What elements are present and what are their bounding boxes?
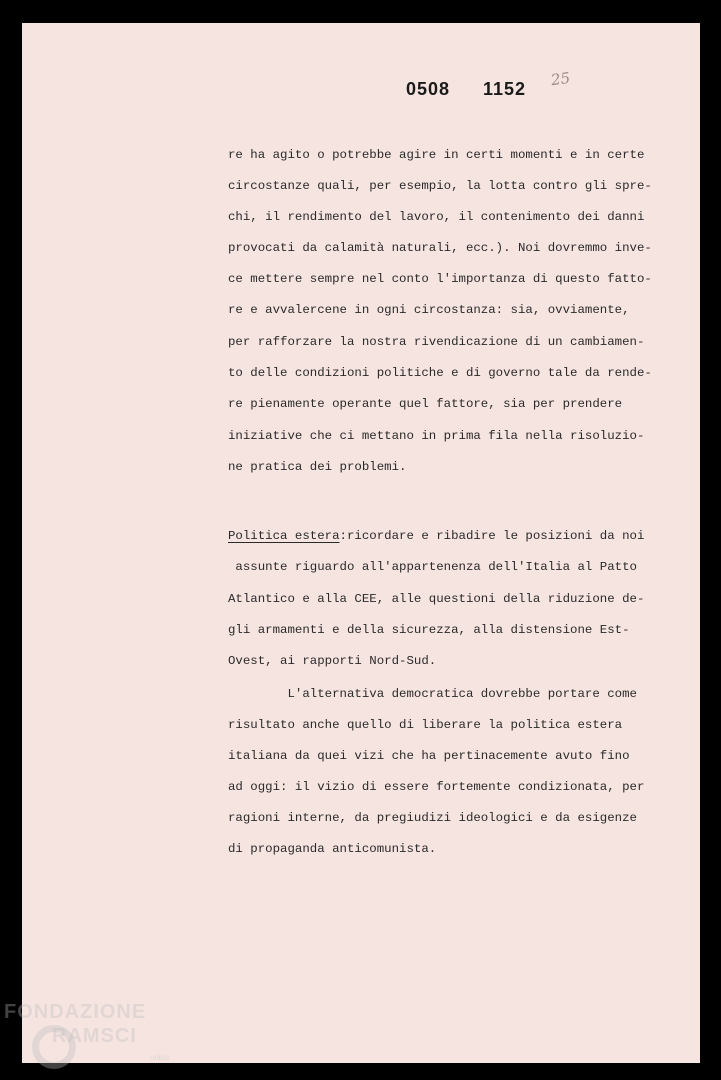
fondazione-gramsci-logo bbox=[4, 1001, 184, 1077]
section-first-line bbox=[228, 530, 644, 542]
section-heading: Politica estera bbox=[228, 529, 340, 543]
text-line: ragioni interne, da pregiudizi ideologici e da esigenze bbox=[228, 811, 637, 825]
handwritten-page-number: 25 bbox=[549, 68, 572, 90]
section-heading-rest: :ricordare e ribadire le posizioni da noi bbox=[339, 529, 645, 543]
text-line: risultato anche quello di liberare la politica estera bbox=[228, 718, 623, 732]
text-line: re pienamente operante quel fattore, sia per prendere bbox=[228, 397, 623, 411]
text-line: di propaganda anticomunista. bbox=[228, 842, 437, 856]
text-line: iniziative che ci mettano in prima fila nella risoluzio- bbox=[228, 429, 645, 443]
text-line: L'alternativa democratica dovrebbe portare come bbox=[228, 687, 637, 701]
text-line: re ha agito o potrebbe agire in certi momenti e in certe bbox=[228, 148, 645, 162]
logo-subtext: onlus bbox=[150, 1053, 170, 1062]
text-line: ce mettere sempre nel conto l'importanza di questo fatto- bbox=[228, 272, 652, 286]
text-line: Ovest, ai rapporti Nord-Sud. bbox=[228, 654, 437, 668]
text-line: per rafforzare la nostra rivendicazione di un cambiamen- bbox=[228, 335, 645, 349]
logo-text-top: FONDAZIONE bbox=[4, 1001, 147, 1023]
archive-stamp-number: 0508 bbox=[406, 79, 451, 99]
text-line: to delle condizioni politiche e di governo tale da rende- bbox=[228, 366, 652, 380]
text-line: provocati da calamità naturali, ecc.). Noi dovremmo inve- bbox=[228, 241, 652, 255]
text-line: ne pratica dei problemi. bbox=[228, 460, 407, 474]
text-line: chi, il rendimento del lavoro, il contenimento dei danni bbox=[228, 210, 645, 224]
text-line: re e avvalercene in ogni circostanza: sia, ovviamente, bbox=[228, 303, 630, 317]
text-line: ad oggi: il vizio di essere fortemente condizionata, per bbox=[228, 780, 645, 794]
text-line: circostanze quali, per esempio, la lotta contro gli spre- bbox=[228, 179, 652, 193]
text-line: italiana da quei vizi che ha pertinacemente avuto fino bbox=[228, 749, 630, 763]
archive-stamp-number-2: 1152 bbox=[483, 79, 527, 99]
logo-text-bottom: RAMSCI bbox=[52, 1025, 137, 1047]
text-line: assunte riguardo all'appartenenza dell'Italia al Patto bbox=[228, 560, 637, 574]
text-line: gli armamenti e della sicurezza, alla distensione Est- bbox=[228, 623, 630, 637]
text-line: Atlantico e alla CEE, alle questioni della riduzione de- bbox=[228, 592, 645, 606]
